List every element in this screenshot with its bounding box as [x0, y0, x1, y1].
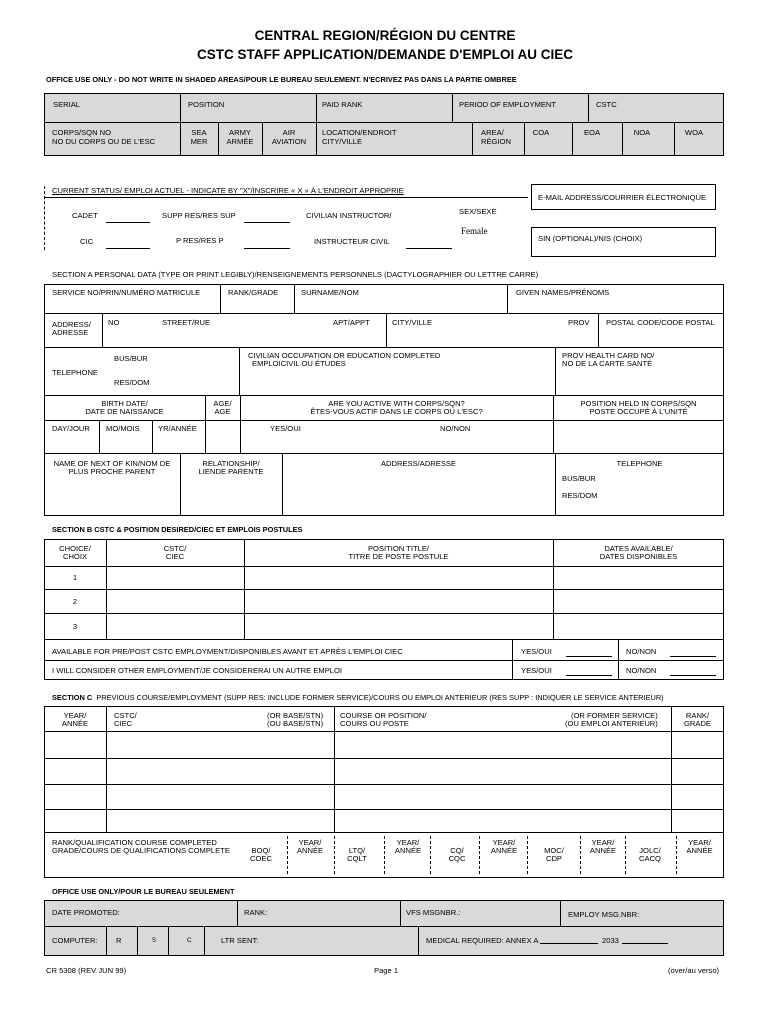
- health-card-label: PROV HEALTH CARD NO/: [562, 351, 655, 360]
- c-year-label: YEAR/: [63, 711, 87, 720]
- instr-civil-label: INSTRUCTEUR CIVIL: [314, 237, 390, 246]
- army-label-fr: ARMÉE: [226, 137, 254, 146]
- relationship-label: RELATIONSHIP/: [202, 459, 260, 468]
- active-label-fr: ÊTES-VOUS ACTIF DANS LE CORPS OU L'ESC?: [310, 407, 483, 416]
- address-label: ADDRESS/: [52, 320, 91, 329]
- c-former-label: (OR FORMER SERVICE): [571, 711, 658, 720]
- other-employment-label: I WILL CONSIDER OTHER EMPLOYMENT/JE CONSIDERERAI UN AUTRE EMPLOI: [52, 666, 343, 675]
- rank-label: RANK/GRADE: [228, 288, 279, 297]
- section-c-heading: SECTION C PREVIOUS COURSE/EMPLOYMENT (SUPP RES: INCLUDE FORMER SERVICE)/COURS OU EMPLOI ANTERIEUR (RES SUPP : INDIQUER LE SERVICE ANTERIEUR): [52, 693, 664, 702]
- age-label: AGE/: [213, 399, 232, 408]
- moc-year-label: YEAR/: [591, 838, 615, 847]
- air-label: AIR: [282, 128, 296, 137]
- position-label: POSITION: [188, 100, 225, 109]
- vfs-label: VFS MSGNBR.:: [406, 908, 461, 917]
- office-bottom-heading: OFFICE USE ONLY/POUR LE BUREAU SEULEMENT: [52, 887, 235, 896]
- avail-yes-line[interactable]: [566, 656, 612, 657]
- c-cstc-label: CSTC/: [114, 711, 137, 720]
- form-number: CR 5308 (REV JUN 99): [46, 966, 127, 975]
- p-res-checkbox-line[interactable]: [244, 248, 290, 249]
- kin-bus-label: BUS/BUR: [562, 474, 596, 483]
- cadet-checkbox-line[interactable]: [106, 222, 150, 223]
- boq-label-fr: COEC: [250, 854, 272, 863]
- ltq-label: LTQ/: [348, 846, 366, 855]
- cic-checkbox-line[interactable]: [106, 248, 150, 249]
- city-label: CITY/VILLE: [322, 137, 363, 146]
- region-label: RÉGION: [481, 137, 511, 146]
- c-former-label-fr: (OU EMPLOI ANTERIEUR): [565, 719, 658, 728]
- year-label: YR/ANNÉE: [158, 424, 197, 433]
- c-base-label: (OR BASE/STN): [267, 711, 324, 720]
- position-held-label-fr: POSTE OCCUPÉ À L'UNITÉ: [589, 407, 688, 416]
- corps-label: CORPS/SQN NO: [52, 128, 112, 137]
- ltq-label-fr: CQLT: [347, 854, 367, 863]
- cq-label-fr: CQC: [448, 854, 466, 863]
- sex-label: SEX/SEXE: [459, 207, 497, 216]
- jolc-label-fr: CACQ: [639, 854, 661, 863]
- apt-label: APT/APPT: [333, 318, 370, 327]
- other-no-line[interactable]: [670, 675, 716, 676]
- eoa-label: EOA: [583, 128, 601, 137]
- air-label-fr: AVIATION: [271, 137, 307, 146]
- area-label: AREA/: [481, 128, 504, 137]
- dates-available-label: DATES AVAILABLE/: [604, 544, 673, 553]
- bus-label: BUS/BUR: [114, 354, 148, 363]
- ltq-year-label-fr: ANNÉE: [394, 846, 422, 855]
- choice-label: CHOICE/: [59, 544, 91, 553]
- section-b-heading: SECTION B CSTC & POSITION DESIRED/CIEC ET EMPLOIS POSTULES: [52, 525, 303, 534]
- status-heading: CURRENT STATUS/ EMPLOI ACTUEL - INDICATE BY "X"/INSCRIRE « X » À L'ENDROIT APPROPRIE: [52, 186, 404, 195]
- moc-label: MOC/: [544, 846, 564, 855]
- next-of-kin-label: NAME OF NEXT OF KIN/NOM DE: [53, 459, 171, 468]
- other-yes-line[interactable]: [566, 675, 612, 676]
- res-label: RES/DOM: [114, 378, 150, 387]
- no-label: NO: [108, 318, 120, 327]
- computer-label: COMPUTER:: [52, 936, 98, 945]
- qual-course-label: RANK/QUALIFICATION COURSE COMPLETED: [52, 838, 217, 847]
- paid-rank-label: PAID RANK: [322, 100, 363, 109]
- sea-label-fr: MER: [190, 137, 208, 146]
- medical-required-label: MEDICAL REQUIRED: ANNEX A: [426, 936, 539, 945]
- coa-label: COA: [532, 128, 550, 137]
- p-res-label: P RES/RES P: [176, 236, 224, 245]
- army-label: ARMY: [229, 128, 251, 137]
- annex-a-line[interactable]: [540, 943, 598, 944]
- cq-label: CQ/: [450, 846, 464, 855]
- boq-year-label: YEAR/: [298, 838, 322, 847]
- jolc-year-label: YEAR/: [688, 838, 711, 847]
- day-label: DAY/JOUR: [52, 424, 90, 433]
- ltr-sent-label: LTR SENT:: [221, 936, 259, 945]
- form-subtitle: CSTC STAFF APPLICATION/DEMANDE D'EMPLOI AU CIEC: [197, 47, 573, 62]
- office-rank-label: RANK:: [244, 908, 268, 917]
- choice-label-fr: CHOIX: [62, 552, 88, 561]
- c-year-label-fr: ANNÉE: [61, 719, 89, 728]
- woa-label: WOA: [684, 128, 704, 137]
- active-yes-option[interactable]: YES/OUI: [270, 424, 301, 433]
- qual-course-label-fr: GRADE/COURS DE QUALIFICATIONS COMPLETE: [52, 846, 230, 855]
- noa-label: NOA: [633, 128, 651, 137]
- kin-address-label: ADDRESS/ADRESSE: [380, 459, 457, 468]
- cq-year-label: YEAR/: [492, 838, 516, 847]
- health-card-label-fr: NO DE LA CARTE SANTÉ: [562, 359, 653, 368]
- choice-row-1: 1: [72, 573, 78, 582]
- c-cstc-label-fr: CIEC: [114, 719, 133, 728]
- c-rank-label: RANK/: [685, 711, 710, 720]
- prov-label: PROV: [568, 318, 590, 327]
- position-title-label: POSITION TITLE/: [367, 544, 430, 553]
- cstc-col-label: CSTC/: [163, 544, 187, 553]
- cstc-col-label-fr: CIEC: [165, 552, 185, 561]
- choice-row-3: 3: [72, 622, 78, 631]
- office-top-row1: [44, 93, 724, 123]
- service-no-label: SERVICE NO/PRIN/NUMÉRO MATRICULE: [52, 288, 201, 297]
- cq-year-label-fr: ANNÉE: [490, 846, 518, 855]
- month-label: MO/MOIS: [106, 424, 140, 433]
- computer-s-label: S: [152, 938, 157, 944]
- street-label: STREET/RUE: [162, 318, 211, 327]
- postal-code-label: POSTAL CODE/CODE POSTAL: [606, 318, 715, 327]
- computer-r-label: R: [116, 936, 122, 945]
- cstc-label: CSTC: [596, 100, 617, 109]
- computer-c-label: C: [187, 937, 192, 944]
- avail-no-option[interactable]: NO/NON: [626, 647, 657, 656]
- over-label: (over/au verso): [668, 966, 720, 975]
- active-label: ARE YOU ACTIVE WITH CORPS/SQN?: [328, 399, 465, 408]
- form-title: CENTRAL REGION/RÉGION DU CENTRE: [254, 28, 516, 43]
- other-no-option[interactable]: NO/NON: [626, 666, 657, 675]
- date-promoted-label: DATE PROMOTED:: [52, 908, 120, 917]
- avail-no-line[interactable]: [670, 656, 716, 657]
- sin-label: SIN (OPTIONAL)/NIS (CHOIX): [538, 234, 643, 243]
- avail-yes-option[interactable]: YES/OUI: [521, 647, 552, 656]
- supp-res-label: SUPP RES/RES SUP: [162, 211, 236, 220]
- location-label: LOCATION/ENDROIT: [322, 128, 397, 137]
- sea-label: SEA: [191, 128, 207, 137]
- sex-value[interactable]: Female: [461, 226, 488, 236]
- dates-available-label-fr: DATES DISPONIBLES: [599, 552, 678, 561]
- other-yes-option[interactable]: YES/OUI: [521, 666, 552, 675]
- kin-res-label: RES/DOM: [562, 491, 598, 500]
- email-label: E-MAIL ADDRESS/COURRIER ÉLECTRONIQUE: [538, 193, 707, 202]
- office-bottom-table: [44, 900, 724, 956]
- surname-label: SURNAME/NOM: [301, 288, 359, 297]
- c-base-label-fr: (OU BASE/STN): [267, 719, 324, 728]
- position-title-label-fr: TITRE DE POSTE POSTULE: [348, 552, 449, 561]
- relationship-label-fr: LIENDE PARENTE: [198, 467, 264, 476]
- ltq-year-label: YEAR/: [396, 838, 420, 847]
- corps-label-fr: NO DU CORPS OU DE L'ESC: [52, 137, 156, 146]
- civ-occupation-label: CIVILIAN OCCUPATION OR EDUCATION COMPLETED: [248, 351, 441, 360]
- form-2033-line[interactable]: [622, 943, 668, 944]
- page-number: Page 1: [374, 966, 399, 975]
- civ-instructor-checkbox-line[interactable]: [406, 248, 452, 249]
- supp-res-checkbox-line[interactable]: [244, 222, 290, 223]
- civ-occupation-label-fr: EMPLOICIVIL OU ÉTUDES: [252, 359, 346, 368]
- employ-msg-label: EMPLOY MSG.NBR:: [568, 910, 640, 919]
- moc-label-fr: CDP: [545, 854, 563, 863]
- boq-year-label-fr: ANNÉE: [296, 846, 324, 855]
- active-no-option[interactable]: NO/NON: [440, 424, 471, 433]
- office-use-note: OFFICE USE ONLY - DO NOT WRITE IN SHADED AREAS/POUR LE BUREAU SEULEMENT. N'ECRIVEZ PAS DANS LA PARTIE OMBREE: [46, 75, 517, 84]
- moc-year-label-fr: ANNÉE: [589, 846, 617, 855]
- serial-label: SERIAL: [53, 100, 81, 109]
- cic-label: CIC: [80, 237, 94, 246]
- cadet-label: CADET: [72, 211, 98, 220]
- age-label-fr: AGE: [214, 407, 231, 416]
- form-2033-label: 2033: [602, 936, 619, 945]
- available-pre-post-label: AVAILABLE FOR PRE/POST CSTC EMPLOYMENT/DISPONIBLES AVANT ET APRÈS L'EMPLOI CIEC: [52, 647, 403, 656]
- address-label-fr: ADRESSE: [52, 328, 89, 337]
- civ-instructor-label: CIVILIAN INSTRUCTOR/: [306, 211, 392, 220]
- jolc-year-label-fr: ANNÉE: [686, 846, 713, 855]
- next-of-kin-label-fr: PLUS PROCHE PARENT: [68, 467, 156, 476]
- c-course-label-fr: COURS OU POSTE: [340, 719, 409, 728]
- birth-date-label: BIRTH DATE/: [101, 399, 148, 408]
- c-course-label: COURSE OR POSITION/: [340, 711, 427, 720]
- telephone-label: TELEPHONE: [52, 368, 98, 377]
- boq-label: BOQ/: [251, 846, 271, 855]
- city-label: CITY/VILLE: [392, 318, 433, 327]
- choice-row-2: 2: [72, 597, 78, 606]
- kin-telephone-label: TELEPHONE: [616, 459, 663, 468]
- section-c-heading-text: PREVIOUS COURSE/EMPLOYMENT (SUPP RES: INCLUDE FORMER SERVICE)/COURS OU EMPLOI ANTERIEUR (RES SUPP : INDIQUER LE SERVICE ANTERIEUR): [96, 693, 664, 702]
- jolc-label: JOLC/: [639, 846, 661, 855]
- birth-date-label-fr: DATE DE NAISSANCE: [85, 407, 164, 416]
- period-label: PERIOD OF EMPLOYMENT: [459, 100, 557, 109]
- position-held-label: POSITION HELD IN CORPS/SQN: [580, 399, 697, 408]
- given-names-label: GIVEN NAMES/PRÉNOMS: [516, 288, 610, 297]
- c-rank-label-fr: GRADE: [683, 719, 711, 728]
- section-a-heading: SECTION A PERSONAL DATA (TYPE OR PRINT LEGIBLY)/RENSEIGNEMENTS PERSONNELS (DACTYLOGRAPHIER OU LETTRE CARRE): [52, 270, 539, 279]
